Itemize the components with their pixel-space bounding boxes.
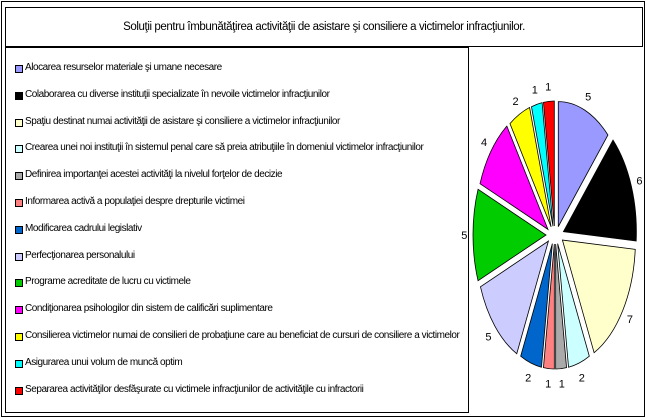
- slice-value-label: 1: [545, 81, 552, 94]
- slice-value-label: 2: [525, 372, 532, 385]
- legend-label: Separarea activităţilor desfăşurate cu victimele infracţiunilor de activităţile cu infractorii: [25, 383, 364, 395]
- legend-label: Consilierea victimelor numai de consilieri de probaţiune care au beneficiat de cursuri de consiliere a victimelor: [25, 330, 460, 341]
- legend-swatch: [15, 306, 23, 314]
- slice-value-label: 6: [636, 175, 643, 188]
- legend-label: Spaţiu destinat numai activităţii de asistare şi consiliere a victimelor infracţiunilor: [25, 115, 340, 127]
- pie-chart: [461, 50, 643, 391]
- legend-label: Informarea activă a populaţiei despre drepturile victimei: [25, 196, 245, 207]
- slice-value-label: 1: [531, 84, 538, 97]
- legend-swatch: [15, 199, 23, 207]
- legend-swatch: [15, 172, 23, 180]
- legend-label: Condiţionarea psihologilor din sistem de calificări suplimentare: [25, 303, 273, 315]
- slice-value-label: 1: [558, 378, 565, 391]
- legend-swatch: [15, 279, 23, 287]
- legend-label: Colaborarea cu diverse instituţii specializate în nevoile victimelor infracţiunilor: [25, 88, 330, 100]
- legend-swatch: [15, 145, 23, 153]
- slice-value-label: 2: [512, 95, 519, 108]
- legend-label: Asigurarea unui volum de muncă optim: [25, 356, 183, 368]
- legend-swatch: [15, 65, 23, 73]
- legend-label: Crearea unei noi instituţii în sistemul penal care să preia atribuţiile în domeniul victimelor infracţiunilor: [25, 142, 424, 154]
- slice-value-label: 5: [461, 230, 468, 242]
- legend-label: Alocarea resurselor materiale şi umane necesare: [25, 62, 222, 73]
- legend: [5, 47, 469, 413]
- legend-swatch: [15, 333, 23, 341]
- legend-label: Programe acreditate de lucru cu victimele: [25, 276, 191, 288]
- legend-swatch: [15, 119, 23, 127]
- legend-swatch: [15, 226, 23, 234]
- slice-value-label: 1: [545, 378, 552, 391]
- slice-value-label: 5: [485, 331, 492, 344]
- slice-value-label: 4: [480, 137, 488, 150]
- slice-value-label: 7: [626, 313, 634, 326]
- legend-swatch: [15, 360, 23, 368]
- legend-swatch: [15, 92, 23, 100]
- legend-swatch: [15, 387, 23, 395]
- slice-value-label: 5: [585, 91, 592, 104]
- slice-value-label: 2: [578, 372, 585, 385]
- chart-title: Soluţii pentru îmbunătăţirea activităţii de asistare şi consiliere a victimelor infracţiunilor.: [5, 7, 643, 47]
- legend-label: Perfecţionarea personalului: [25, 249, 135, 261]
- legend-label: Definirea importanţei acestei activităţi la nivelul forţelor de decizie: [25, 169, 283, 181]
- legend-swatch: [15, 253, 23, 261]
- legend-label: Modificarea cadrului legislativ: [25, 222, 142, 234]
